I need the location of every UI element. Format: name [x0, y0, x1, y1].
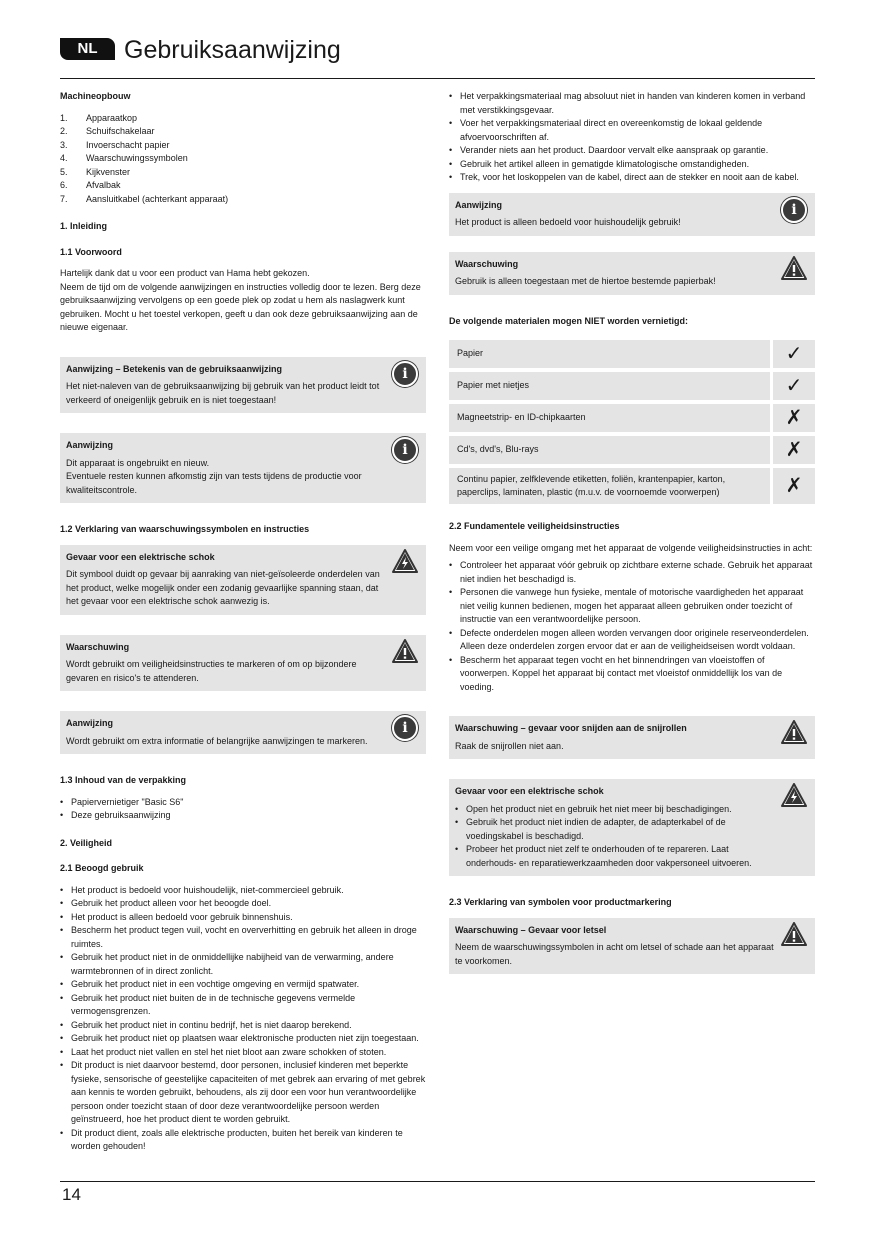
info-icon: i	[392, 437, 418, 463]
materials-table	[449, 336, 815, 508]
section-2-2-intro: Neem voor een veilige omgang met het apparaat de volgende veiligheidsinstructies in acht:	[449, 542, 813, 553]
household-note-box	[449, 193, 815, 236]
material-label: Cd's, dvd's, Blu-rays	[449, 436, 770, 464]
box-title: Gevaar voor een elektrische schok	[455, 786, 604, 796]
document-title: Gebruiksaanwijzing	[124, 36, 341, 64]
warning-icon	[781, 922, 807, 951]
list-item: • Papiervernietiger "Basic S6"	[60, 796, 426, 810]
list-item: • Dit product is niet daarvoor bestemd, door personen, inclusief kinderen met beperkte fysieke, sensorische of geestelijke capaciteiten of met gebrek aan ervaring of met gebrek aan kennis te worden gebruikt, behoudens, als zij door een voor hun verantwoordelijke persoon onder toezicht staan of door deze verantwoordelijke persoon werden geïnstrueerd, hoe het product dient te worden gebruikt.	[60, 1059, 426, 1127]
table-row	[449, 468, 815, 504]
section-1-1-text: Hartelijk dank dat u voor een product van Hama hebt gekozen. Neem de tijd om de volgende aanwijzingen en instructies volledig door te lezen. Berg deze gebruiksaanwijzing vervolgens op een goede plek op zodat u hem als naslagwerk kunt gebruiken. Mocht u het toestel verkopen, geeft u dan ook deze gebruiksaanwijzing aan de nieuwe eigenaar.	[60, 268, 421, 332]
box-text: Raak de snijrollen niet aan.	[455, 740, 564, 751]
note-box	[60, 711, 426, 754]
item-label: Aansluitkabel (achterkant apparaat)	[86, 193, 229, 204]
box-title: Aanwijzing	[66, 718, 113, 728]
list-item: • Probeer het product niet zelf te onderhouden of te repareren. Laat onderhouds- en reparatiewerkzaamheden door vakpersoneel uitvoeren.	[455, 843, 775, 870]
box-title: Waarschuwing	[455, 258, 519, 269]
table-row	[449, 436, 815, 464]
list-item	[60, 125, 426, 139]
list-item: • Trek, voor het loskoppelen van de kabel, direct aan de stekker en nooit aan de kabel.	[449, 171, 815, 185]
box-title: Aanwijzing	[66, 440, 113, 450]
box-title: Aanwijzing	[455, 199, 502, 210]
box-title: Gevaar voor een elektrische schok	[66, 551, 215, 562]
list-item: • Het product is alleen bedoeld voor gebruik binnenshuis.	[60, 911, 426, 925]
section-2-heading: 2. Veiligheid	[60, 837, 113, 848]
list-item: • Het verpakkingsmateriaal mag absoluut niet in handen van kinderen komen in verband met verstikkingsgevaar.	[449, 90, 815, 117]
box-title: Waarschuwing – Gevaar voor letsel	[455, 924, 607, 935]
table-row	[449, 372, 815, 400]
info-icon: i	[781, 197, 807, 223]
box-text: Neem de waarschuwingssymbolen in acht om letsel of schade aan het apparaat te voorkomen.	[455, 942, 774, 966]
cross-icon: ✗	[770, 468, 815, 504]
item-number: 1.	[60, 112, 68, 123]
warning-icon	[392, 639, 418, 668]
machine-parts-list	[60, 112, 426, 207]
list-item	[60, 179, 426, 193]
section-2-1-heading: 2.1 Beoogd gebruik	[60, 863, 144, 873]
list-item: • Gebruik het artikel alleen in gematigde klimatologische omstandigheden.	[449, 158, 815, 172]
table-row	[449, 404, 815, 432]
check-icon: ✓	[770, 372, 815, 400]
section-1-1-heading: 1.1 Voorwoord	[60, 246, 122, 257]
list-item	[60, 152, 426, 166]
box-text: Het product is alleen bedoeld voor huishoudelijk gebruik!	[455, 217, 681, 227]
list-item	[60, 139, 426, 153]
materials-heading: De volgende materialen mogen NIET worden vernietigd:	[449, 315, 689, 326]
warning-icon	[781, 256, 807, 285]
safety-list	[449, 559, 815, 694]
package-contents-list	[60, 796, 426, 823]
shock-box	[60, 545, 426, 615]
material-label: Continu papier, zelfklevende etiketten, foliën, krantenpapier, karton, paperclips, laminaten, plastic (m.u.v. de voornoemde voorwerpen)	[449, 468, 770, 504]
list-item: • Bescherm het apparaat tegen vocht en het binnendringen van vloeistoffen of voorwerpen. Koppel het apparaat bij contact met vloeistof onmiddellijk los van de voeding.	[449, 654, 815, 695]
electric-shock-warning-icon	[392, 549, 418, 578]
item-number: 2.	[60, 126, 68, 136]
list-item: • Laat het product niet vallen en stel het niet bloot aan zware schokken of stoten.	[60, 1046, 426, 1060]
warning-icon	[781, 720, 807, 749]
box-text: Gebruik is alleen toegestaan met de hiertoe bestemde papierbak!	[455, 276, 716, 286]
shock-list	[455, 803, 775, 871]
cross-icon: ✗	[770, 436, 815, 464]
injury-warning-box	[449, 918, 815, 975]
item-number: 4.	[60, 153, 68, 163]
item-label: Kijkvenster	[86, 166, 131, 177]
section-1-2-heading: 1.2 Verklaring van waarschuwingssymbolen en instructies	[60, 524, 310, 534]
packaging-list	[449, 90, 815, 185]
item-number: 7.	[60, 193, 68, 204]
list-item: • Dit product dient, zoals alle elektrische producten, buiten het bereik van kinderen te worden gehouden!	[60, 1127, 426, 1154]
box-text: Wordt gebruikt om veiligheidsinstructies te markeren of om op bijzondere gevaren en risico's te attenderen.	[66, 659, 357, 683]
item-label: Schuifschakelaar	[86, 126, 155, 136]
page-number: 14	[62, 1185, 81, 1204]
box-title: Waarschuwing – gevaar voor snijden aan de snijrollen	[455, 723, 687, 733]
box-text: Dit symbool duidt op gevaar bij aanraking van niet-geïsoleerde onderdelen van het product, welke mogelijk onder een zodanig gevaarlijke spanning staan, dat het gevaar voor een elektrische schok aanwezig is.	[66, 569, 380, 606]
language-badge: NL	[60, 38, 115, 60]
shock-box-2	[449, 779, 815, 876]
list-item: • Controleer het apparaat vóór gebruik op zichtbare externe schade. Gebruik het apparaat niet indien het beschadigd is.	[449, 559, 815, 586]
list-item: • Personen die vanwege hun fysieke, mentale of motorische vaardigheden het apparaat niet veilig kunnen bedienen, mogen het apparaat alleen gebruiken onder toezicht of instructie van een verantwoordelijke persoon.	[449, 586, 815, 627]
list-item: • Gebruik het product niet buiten de in de technische gegevens vermelde vermogensgrenzen.	[60, 992, 426, 1019]
item-number: 3.	[60, 139, 68, 150]
left-column	[60, 90, 426, 1154]
item-label: Apparaatkop	[86, 112, 138, 123]
item-label: Invoerschacht papier	[86, 139, 170, 150]
machine-heading: Machineopbouw	[60, 91, 131, 101]
list-item: • Gebruik het product niet op plaatsen waar elektronische producten niet zijn toegestaan.	[60, 1032, 426, 1046]
material-label: Papier met nietjes	[449, 372, 770, 400]
list-item: • Gebruik het product niet in een vochtige omgeving en vermijd spatwater.	[60, 978, 426, 992]
box-text: Het niet-naleven van de gebruiksaanwijzing bij gebruik van het product leidt tot verkeerd of oneigenlijk gebruik en is niet toegestaan!	[66, 381, 380, 405]
box-text: Wordt gebruikt om extra informatie of belangrijke aanwijzingen te markeren.	[66, 735, 368, 746]
cross-icon: ✗	[770, 404, 815, 432]
check-icon: ✓	[770, 340, 815, 368]
list-item	[60, 112, 426, 126]
list-item: • Verander niets aan het product. Daardoor vervalt elke aanspraak op garantie.	[449, 144, 815, 158]
item-label: Waarschuwingssymbolen	[86, 153, 188, 163]
box-title: Waarschuwing	[66, 641, 130, 652]
list-item	[60, 166, 426, 180]
cut-warning-box	[449, 716, 815, 759]
info-icon: i	[392, 715, 418, 741]
section-1-3-heading: 1.3 Inhoud van de verpakking	[60, 775, 187, 785]
list-item: • Voer het verpakkingsmateriaal direct en overeenkomstig de lokaal geldende afvoervoorschriften af.	[449, 117, 815, 144]
item-number: 6.	[60, 180, 68, 190]
material-label: Magneetstrip- en ID-chipkaarten	[449, 404, 770, 432]
list-item: • Gebruik het product niet in de onmiddellijke nabijheid van de verwarming, andere warmtebronnen of in direct zonlicht.	[60, 951, 426, 978]
list-item: • Defecte onderdelen mogen alleen worden vervangen door originele reserveonderdelen. Alleen deze onderdelen zorgen ervoor dat er aan de veiligheidseisen wordt voldaan.	[449, 627, 815, 654]
intended-use-list	[60, 884, 426, 1154]
footer-divider	[60, 1181, 815, 1182]
list-item: • Bescherm het product tegen vuil, vocht en oververhitting en gebruik het alleen in droge ruimtes.	[60, 924, 426, 951]
box-text: Dit apparaat is ongebruikt en nieuw. Eventuele resten kunnen afkomstig zijn van tests tijdens de productie voor kwaliteitscontrole.	[66, 457, 362, 495]
box-title: Aanwijzing – Betekenis van de gebruiksaanwijzing	[66, 363, 283, 374]
info-box-manual	[60, 357, 426, 414]
item-number: 5.	[60, 166, 68, 177]
list-item	[60, 193, 426, 207]
bin-warning-box	[449, 252, 815, 295]
list-item: • Het product is bedoeld voor huishoudelijk, niet-commercieel gebruik.	[60, 884, 426, 898]
section-2-2-heading: 2.2 Fundamentele veiligheidsinstructies	[449, 521, 620, 531]
list-item: • Gebruik het product niet in continu bedrijf, het is niet daarop berekend.	[60, 1019, 426, 1033]
list-item: • Open het product niet en gebruik het niet meer bij beschadigingen.	[455, 803, 775, 817]
item-label: Afvalbak	[86, 180, 121, 190]
material-label: Papier	[449, 340, 770, 368]
list-item: • Gebruik het product niet indien de adapter, de adapterkabel of de voedingskabel is beschadigd.	[455, 816, 775, 843]
electric-shock-warning-icon	[781, 783, 807, 812]
list-item: • Gebruik het product alleen voor het beoogde doel.	[60, 897, 426, 911]
warning-box	[60, 635, 426, 692]
page-header	[60, 34, 815, 79]
table-row	[449, 340, 815, 368]
section-2-3-heading: 2.3 Verklaring van symbolen voor productmarkering	[449, 897, 672, 907]
section-1-heading: 1. Inleiding	[60, 221, 108, 231]
info-box-new	[60, 433, 426, 503]
right-column	[449, 90, 815, 994]
info-icon: i	[392, 361, 418, 387]
list-item: • Deze gebruiksaanwijzing	[60, 809, 426, 823]
